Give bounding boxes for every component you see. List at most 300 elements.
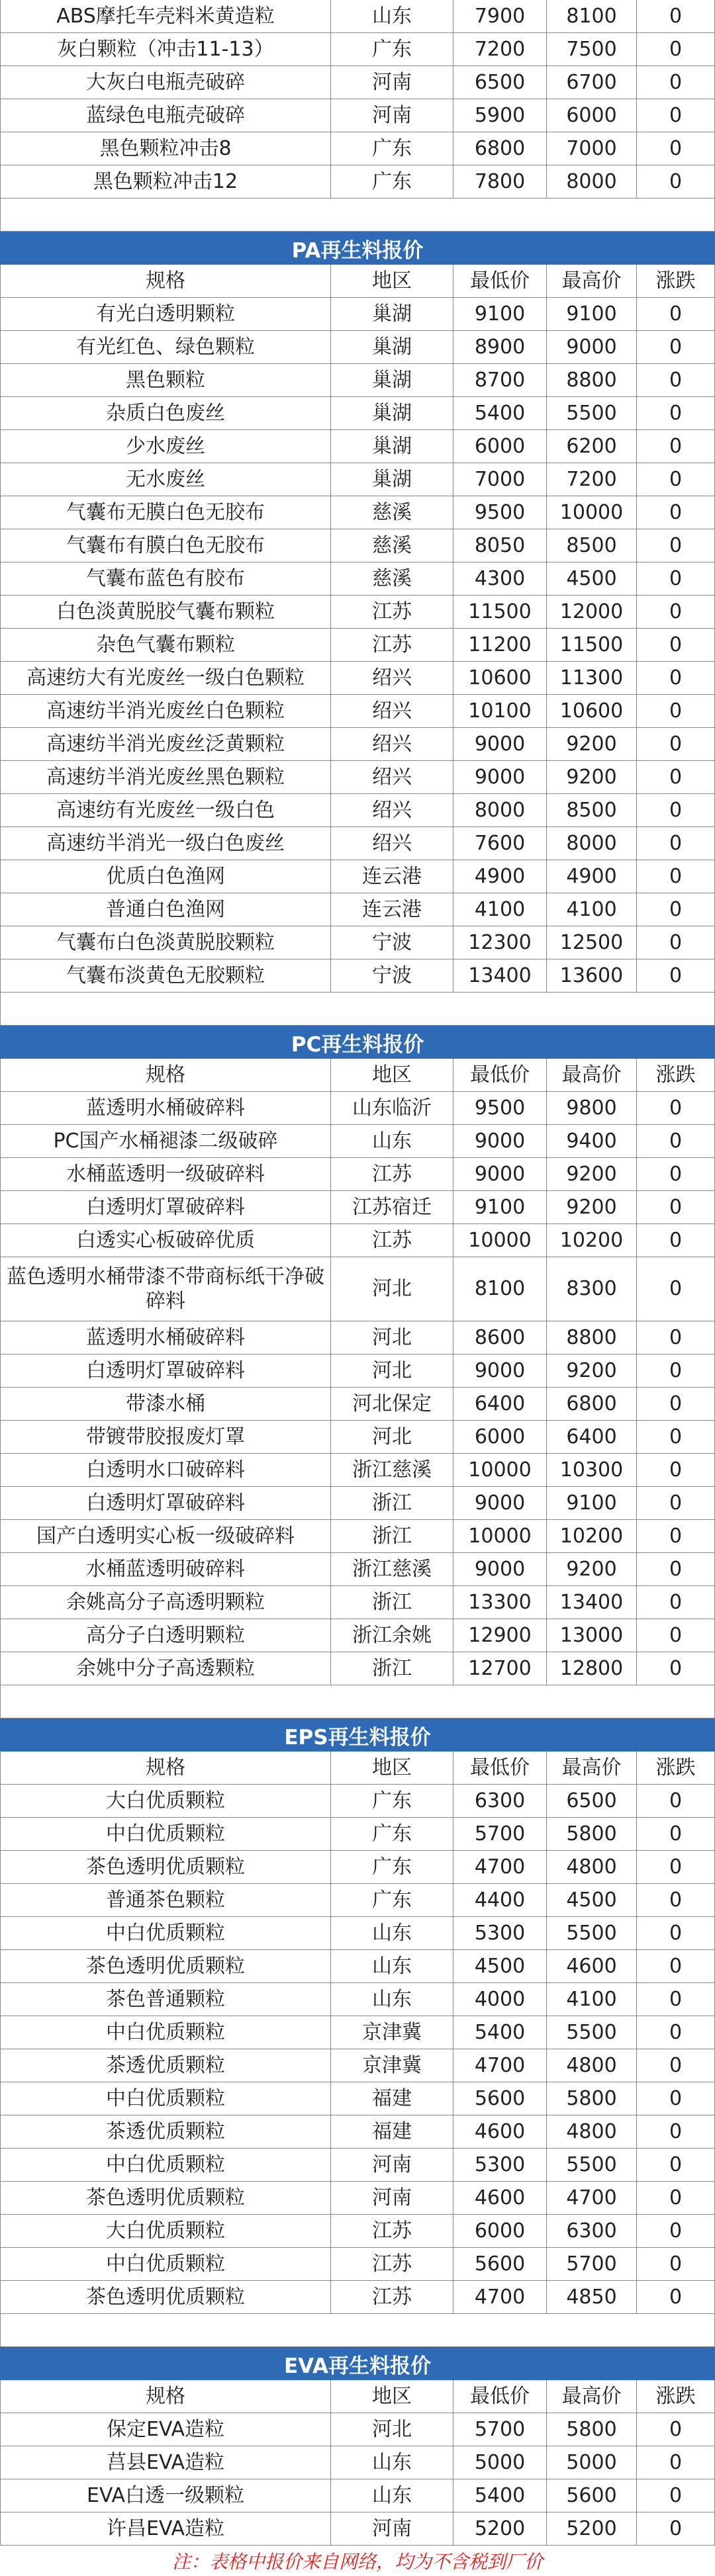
change-cell: 0: [669, 1855, 683, 1879]
spec-cell: 蓝色透明水桶带漆不带商标纸干净破碎料: [1, 1257, 331, 1321]
max-price-cell: 4800: [547, 1851, 637, 1883]
spec-cell: 茶色透明优质颗粒: [1, 1950, 331, 1982]
spec-cell: 大白优质颗粒: [1, 2215, 331, 2247]
change-cell: 0: [669, 798, 683, 822]
max-price-cell: 8300: [547, 1257, 637, 1321]
change-cell: 0: [669, 1954, 683, 1978]
min-price-cell: 5000: [453, 2446, 547, 2479]
min-price-cell: 5300: [453, 1917, 547, 1949]
max-price-cell: 9200: [547, 1191, 637, 1223]
spec-cell: 茶色透明优质颗粒: [1, 2182, 331, 2214]
change-cell: 0: [669, 1789, 683, 1812]
min-price-cell: 8050: [453, 529, 547, 562]
table-row: [0, 331, 715, 364]
region-cell: 巢湖: [331, 364, 453, 396]
region-cell: 河南: [331, 99, 453, 132]
region-cell: 福建: [331, 2115, 453, 2148]
region-cell: 江苏: [331, 2215, 453, 2247]
region-cell: 广东: [331, 1818, 453, 1850]
region-cell: 连云港: [331, 860, 453, 893]
table-row: [0, 1158, 715, 1191]
min-price-cell: 8900: [453, 331, 547, 363]
table-row: [0, 0, 715, 33]
region-cell: 山东: [331, 1950, 453, 1982]
change-cell: 0: [669, 169, 683, 193]
column-header: 涨跌: [655, 1063, 696, 1087]
column-header: 规格: [1, 1752, 331, 1784]
spec-cell: 蓝绿色电瓶壳破碎: [1, 99, 331, 132]
spec-cell: 保定EVA造粒: [1, 2413, 331, 2446]
change-cell: 0: [669, 1557, 683, 1581]
spec-cell: 白透明灯罩破碎料: [1, 1487, 331, 1519]
change-cell: 0: [669, 335, 683, 359]
min-price-cell: 6800: [453, 132, 547, 165]
min-price-cell: 6300: [453, 1785, 547, 1817]
spec-cell: 国产白透明实心板一级破碎料: [1, 1520, 331, 1552]
min-price-cell: 5900: [453, 99, 547, 132]
max-price-cell: 12000: [547, 596, 637, 628]
spec-cell: 中白优质颗粒: [1, 1818, 331, 1850]
min-price-cell: 6000: [453, 2215, 547, 2247]
table-row: [0, 926, 715, 959]
footnote: 注：表格中报价来自网络，均为不含税到厂价: [171, 2551, 543, 2573]
change-cell: 0: [669, 1195, 683, 1219]
spec-cell: 蓝透明水桶破碎料: [1, 1092, 331, 1124]
max-price-cell: 4900: [547, 860, 637, 893]
change-cell: 0: [669, 368, 683, 392]
region-cell: 浙江: [331, 1652, 453, 1685]
region-cell: 巢湖: [331, 298, 453, 330]
spec-cell: EVA白透一级颗粒: [1, 2479, 331, 2512]
region-cell: 宁波: [331, 959, 453, 992]
max-price-cell: 8000: [547, 165, 637, 198]
region-cell: 山东: [331, 1125, 453, 1157]
min-price-cell: 6400: [453, 1388, 547, 1420]
max-price-cell: 5800: [547, 1818, 637, 1850]
max-price-cell: 11500: [547, 629, 637, 661]
min-price-cell: 7900: [453, 0, 547, 32]
change-cell: 0: [669, 1524, 683, 1548]
region-cell: 河南: [331, 2182, 453, 2214]
table-row: [0, 2082, 715, 2115]
spec-cell: 少水废丝: [1, 430, 331, 463]
min-price-cell: 10000: [453, 1454, 547, 1486]
table-row: [0, 1917, 715, 1950]
max-price-cell: 5500: [547, 2149, 637, 2181]
max-price-cell: 10600: [547, 695, 637, 727]
spec-cell: 茶透优质颗粒: [1, 2115, 331, 2148]
section-spacer: [0, 1685, 715, 1718]
table-row: [0, 1321, 715, 1355]
column-header: 最高价: [547, 1752, 637, 1784]
max-price-cell: 9200: [547, 1553, 637, 1585]
region-cell: 绍兴: [331, 695, 453, 727]
change-cell: 0: [669, 1656, 683, 1680]
column-header: 最低价: [453, 1059, 547, 1091]
max-price-cell: 7200: [547, 463, 637, 496]
change-cell: 0: [669, 2020, 683, 2044]
min-price-cell: 4600: [453, 2182, 547, 2214]
min-price-cell: 9000: [453, 761, 547, 793]
spec-cell: 高速纺半消光一级白色废丝: [1, 827, 331, 860]
min-price-cell: 8600: [453, 1321, 547, 1354]
min-price-cell: 10600: [453, 662, 547, 694]
spec-cell: 有光白透明颗粒: [1, 298, 331, 330]
region-cell: 河北: [331, 2413, 453, 2446]
spec-cell: 茶透优质颗粒: [1, 2049, 331, 2082]
min-price-cell: 9500: [453, 496, 547, 529]
max-price-cell: 4100: [547, 1983, 637, 2016]
region-cell: 浙江: [331, 1487, 453, 1519]
max-price-cell: 5500: [547, 397, 637, 429]
change-cell: 0: [669, 1623, 683, 1647]
region-cell: 河南: [331, 2149, 453, 2181]
change-cell: 0: [669, 2153, 683, 2176]
table-row: [0, 496, 715, 529]
region-cell: 河北: [331, 1355, 453, 1387]
change-cell: 0: [669, 136, 683, 160]
min-price-cell: 8700: [453, 364, 547, 396]
max-price-cell: 5500: [547, 2016, 637, 2049]
table-row: [0, 959, 715, 993]
table-row: [0, 2413, 715, 2446]
spec-cell: 白透明灯罩破碎料: [1, 1191, 331, 1223]
spec-cell: 茶色透明优质颗粒: [1, 2281, 331, 2313]
min-price-cell: 7200: [453, 33, 547, 66]
region-cell: 河北保定: [331, 1388, 453, 1420]
max-price-cell: 6500: [547, 1785, 637, 1817]
change-cell: 0: [669, 1458, 683, 1482]
change-cell: 0: [669, 2450, 683, 2474]
change-cell: 0: [669, 897, 683, 921]
max-price-cell: 6700: [547, 66, 637, 99]
table-row: [0, 1553, 715, 1586]
max-price-cell: 5000: [547, 2446, 637, 2479]
table-row: [0, 2512, 715, 2546]
spec-cell: 气囊布有膜白色无胶布: [1, 529, 331, 562]
region-cell: 绍兴: [331, 662, 453, 694]
max-price-cell: 10200: [547, 1520, 637, 1552]
table-row: [0, 629, 715, 662]
max-price-cell: 4500: [547, 562, 637, 595]
spec-cell: 中白优质颗粒: [1, 1917, 331, 1949]
min-price-cell: 4300: [453, 562, 547, 595]
region-cell: 山东: [331, 1917, 453, 1949]
region-cell: 江苏: [331, 596, 453, 628]
table-row: [0, 2115, 715, 2149]
column-header: 规格: [1, 2380, 331, 2413]
spec-cell: 白色淡黄脱胶气囊布颗粒: [1, 596, 331, 628]
min-price-cell: 6000: [453, 430, 547, 463]
column-header: 最高价: [547, 1059, 637, 1091]
change-cell: 0: [669, 4, 683, 28]
change-cell: 0: [669, 1425, 683, 1448]
max-price-cell: 8800: [547, 1321, 637, 1354]
region-cell: 江苏: [331, 1158, 453, 1190]
spec-cell: 大灰白电瓶壳破碎: [1, 66, 331, 99]
spec-cell: 优质白色渔网: [1, 860, 331, 893]
table-row: [0, 2446, 715, 2479]
change-cell: 0: [669, 1491, 683, 1515]
min-price-cell: 9000: [453, 728, 547, 760]
change-cell: 0: [669, 566, 683, 590]
region-cell: 巢湖: [331, 463, 453, 496]
min-price-cell: 4900: [453, 860, 547, 893]
max-price-cell: 4600: [547, 1950, 637, 1982]
min-price-cell: 4600: [453, 2115, 547, 2148]
region-cell: 广东: [331, 132, 453, 165]
spec-cell: 高速纺半消光废丝黑色颗粒: [1, 761, 331, 793]
max-price-cell: 10300: [547, 1454, 637, 1486]
spec-cell: 高速纺半消光废丝泛黄颗粒: [1, 728, 331, 760]
region-cell: 河北: [331, 1257, 453, 1321]
region-cell: 绍兴: [331, 728, 453, 760]
min-price-cell: 9100: [453, 1191, 547, 1223]
table-header-row: [0, 1059, 715, 1092]
min-price-cell: 10000: [453, 1520, 547, 1552]
spec-cell: 蓝透明水桶破碎料: [1, 1321, 331, 1354]
max-price-cell: 4800: [547, 2049, 637, 2082]
min-price-cell: 10000: [453, 1224, 547, 1257]
min-price-cell: 12900: [453, 1619, 547, 1652]
change-cell: 0: [669, 1129, 683, 1153]
region-cell: 浙江余姚: [331, 1619, 453, 1652]
change-cell: 0: [669, 103, 683, 127]
max-price-cell: 13600: [547, 959, 637, 992]
column-header: 涨跌: [655, 269, 696, 292]
max-price-cell: 8800: [547, 364, 637, 396]
change-cell: 0: [669, 2285, 683, 2309]
spec-cell: 水桶蓝透明破碎料: [1, 1553, 331, 1585]
table-row: [0, 1224, 715, 1257]
min-price-cell: 9000: [453, 1355, 547, 1387]
max-price-cell: 8100: [547, 0, 637, 32]
table-row: [0, 298, 715, 331]
max-price-cell: 4700: [547, 2182, 637, 2214]
region-cell: 慈溪: [331, 529, 453, 562]
max-price-cell: 5600: [547, 2479, 637, 2512]
max-price-cell: 6300: [547, 2215, 637, 2247]
max-price-cell: 6000: [547, 99, 637, 132]
table-row: [0, 1092, 715, 1125]
max-price-cell: 4800: [547, 2115, 637, 2148]
change-cell: 0: [669, 1987, 683, 2011]
table-row: [0, 2016, 715, 2049]
spec-cell: 茶色透明优质颗粒: [1, 1851, 331, 1883]
region-cell: 河北: [331, 1421, 453, 1453]
change-cell: 0: [669, 2119, 683, 2143]
table-row: [0, 562, 715, 596]
region-cell: 山东: [331, 1983, 453, 2016]
max-price-cell: 13000: [547, 1619, 637, 1652]
region-cell: 连云港: [331, 893, 453, 926]
table-row: [0, 893, 715, 926]
change-cell: 0: [669, 533, 683, 557]
change-cell: 0: [669, 1921, 683, 1945]
spec-cell: 气囊布白色淡黄脱胶颗粒: [1, 926, 331, 959]
spec-cell: 普通白色渔网: [1, 893, 331, 926]
change-cell: 0: [669, 633, 683, 656]
table-row: [0, 1355, 715, 1388]
min-price-cell: 5400: [453, 397, 547, 429]
table-row: [0, 1884, 715, 1917]
table-row: [0, 1950, 715, 1983]
column-header: 最高价: [547, 2380, 637, 2413]
region-cell: 巢湖: [331, 331, 453, 363]
change-cell: 0: [669, 732, 683, 756]
min-price-cell: 9000: [453, 1158, 547, 1190]
spec-cell: 气囊布无膜白色无胶布: [1, 496, 331, 529]
table-row: [0, 1785, 715, 1818]
table-row: [0, 397, 715, 430]
table-row: [0, 794, 715, 827]
table-row: [0, 1191, 715, 1224]
column-header: 涨跌: [655, 2384, 696, 2408]
change-cell: 0: [669, 2417, 683, 2441]
region-cell: 慈溪: [331, 562, 453, 595]
spec-cell: 杂质白色废丝: [1, 397, 331, 429]
spec-cell: 中白优质颗粒: [1, 2149, 331, 2181]
change-cell: 0: [669, 1162, 683, 1186]
spec-cell: 带镀带胶报废灯罩: [1, 1421, 331, 1453]
section-spacer: [0, 199, 715, 232]
region-cell: 江苏: [331, 629, 453, 661]
max-price-cell: 12800: [547, 1652, 637, 1685]
min-price-cell: 6500: [453, 66, 547, 99]
change-cell: 0: [669, 2086, 683, 2110]
section-title: EVA再生料报价: [0, 2347, 715, 2380]
spec-cell: 余姚高分子高透明颗粒: [1, 1586, 331, 1619]
table-row: [0, 2479, 715, 2512]
region-cell: 浙江: [331, 1520, 453, 1552]
max-price-cell: 4500: [547, 1884, 637, 1916]
change-cell: 0: [669, 434, 683, 458]
region-cell: 浙江慈溪: [331, 1454, 453, 1486]
spec-cell: 中白优质颗粒: [1, 2016, 331, 2049]
spec-cell: 中白优质颗粒: [1, 2248, 331, 2280]
max-price-cell: 9400: [547, 1125, 637, 1157]
region-cell: 宁波: [331, 926, 453, 959]
region-cell: 绍兴: [331, 827, 453, 860]
change-cell: 0: [669, 1325, 683, 1349]
min-price-cell: 4000: [453, 1983, 547, 2016]
min-price-cell: 4700: [453, 2049, 547, 2082]
region-cell: 河南: [331, 66, 453, 99]
section-spacer: [0, 2314, 715, 2347]
table-row: [0, 761, 715, 794]
column-header: 地区: [331, 2380, 453, 2413]
table-row: [0, 2215, 715, 2248]
column-header: 涨跌: [655, 1755, 696, 1779]
max-price-cell: 6800: [547, 1388, 637, 1420]
table-row: [0, 596, 715, 629]
table-row: [0, 1652, 715, 1685]
region-cell: 山东临沂: [331, 1092, 453, 1124]
table-row: [0, 2049, 715, 2082]
table-row: [0, 99, 715, 132]
min-price-cell: 5200: [453, 2512, 547, 2545]
table-row: [0, 2248, 715, 2281]
column-header: 最低价: [453, 1752, 547, 1784]
min-price-cell: 9500: [453, 1092, 547, 1124]
max-price-cell: 5200: [547, 2512, 637, 2545]
change-cell: 0: [669, 1358, 683, 1382]
change-cell: 0: [669, 2219, 683, 2243]
spec-cell: 黑色颗粒冲击8: [1, 132, 331, 165]
spec-cell: 无水废丝: [1, 463, 331, 496]
max-price-cell: 9100: [547, 1487, 637, 1519]
max-price-cell: 5700: [547, 2248, 637, 2280]
region-cell: 广东: [331, 1785, 453, 1817]
change-cell: 0: [669, 37, 683, 61]
change-cell: 0: [669, 1590, 683, 1614]
table-row: [0, 728, 715, 761]
min-price-cell: 5400: [453, 2479, 547, 2512]
change-cell: 0: [669, 70, 683, 94]
min-price-cell: 4500: [453, 1950, 547, 1982]
max-price-cell: 4850: [547, 2281, 637, 2313]
region-cell: 京津冀: [331, 2016, 453, 2049]
max-price-cell: 11300: [547, 662, 637, 694]
table-row: [0, 827, 715, 860]
min-price-cell: 5700: [453, 1818, 547, 1850]
section-spacer: [0, 993, 715, 1026]
spec-cell: 黑色颗粒冲击12: [1, 165, 331, 198]
region-cell: 江苏宿迁: [331, 1191, 453, 1223]
change-cell: 0: [669, 864, 683, 888]
change-cell: 0: [669, 831, 683, 855]
min-price-cell: 4700: [453, 1851, 547, 1883]
max-price-cell: 7500: [547, 33, 637, 66]
region-cell: 广东: [331, 1884, 453, 1916]
min-price-cell: 11500: [453, 596, 547, 628]
max-price-cell: 6400: [547, 1421, 637, 1453]
region-cell: 绍兴: [331, 761, 453, 793]
min-price-cell: 9000: [453, 1487, 547, 1519]
spec-cell: 莒县EVA造粒: [1, 2446, 331, 2479]
max-price-cell: 9100: [547, 298, 637, 330]
max-price-cell: 4100: [547, 893, 637, 926]
min-price-cell: 5600: [453, 2248, 547, 2280]
spec-cell: 带漆水桶: [1, 1388, 331, 1420]
min-price-cell: 10100: [453, 695, 547, 727]
change-cell: 0: [669, 2252, 683, 2276]
min-price-cell: 6000: [453, 1421, 547, 1453]
min-price-cell: 12300: [453, 926, 547, 959]
min-price-cell: 5700: [453, 2413, 547, 2446]
spec-cell: 灰白颗粒（冲击11-13）: [1, 33, 331, 66]
section-title: PC再生料报价: [0, 1026, 715, 1059]
max-price-cell: 9200: [547, 1355, 637, 1387]
spec-cell: 大白优质颗粒: [1, 1785, 331, 1817]
table-row: [0, 2281, 715, 2314]
max-price-cell: 13400: [547, 1586, 637, 1619]
max-price-cell: 5800: [547, 2413, 637, 2446]
table-row: [0, 463, 715, 496]
spec-cell: 黑色颗粒: [1, 364, 331, 396]
change-cell: 0: [669, 963, 683, 987]
table-row: [0, 1818, 715, 1851]
max-price-cell: 10000: [547, 496, 637, 529]
region-cell: 山东: [331, 0, 453, 32]
max-price-cell: 9200: [547, 728, 637, 760]
min-price-cell: 9000: [453, 1553, 547, 1585]
min-price-cell: 13300: [453, 1586, 547, 1619]
table-row: [0, 2182, 715, 2215]
region-cell: 广东: [331, 33, 453, 66]
min-price-cell: 11200: [453, 629, 547, 661]
min-price-cell: 9000: [453, 1125, 547, 1157]
